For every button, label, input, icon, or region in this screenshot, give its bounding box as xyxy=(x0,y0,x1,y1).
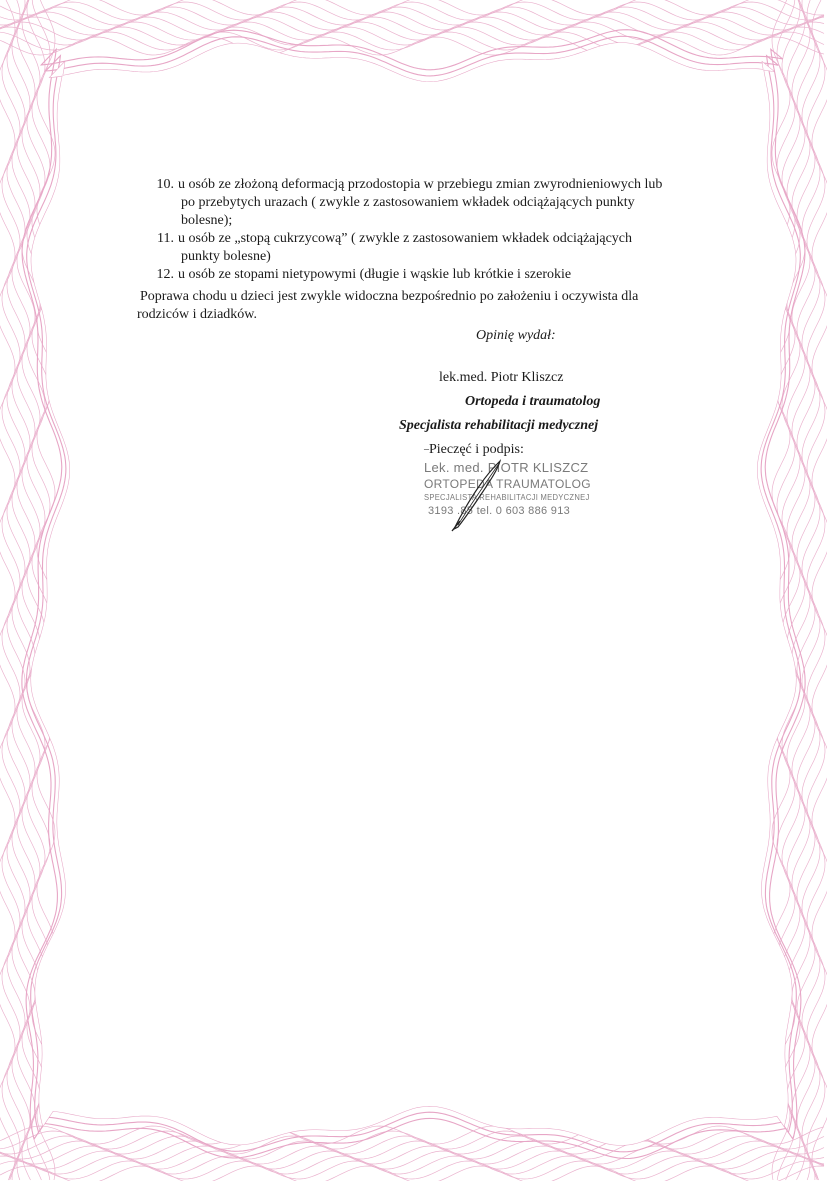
opinion-issued-label: Opinię wydał: xyxy=(476,328,556,343)
list-number: 12. xyxy=(156,267,174,282)
specialty-orthopedics: Ortopeda i traumatolog xyxy=(465,394,601,409)
stamp-line: 3193 .85 tel. 0 603 886 913 xyxy=(428,505,571,517)
list-item-12 xyxy=(152,266,571,284)
seal-label: –Pieczęć i podpis: xyxy=(424,442,524,458)
list-item-11-continuation: punkty bolesne) xyxy=(181,249,271,264)
stamp-line: Lek. med. PIOTR KLISZCZ xyxy=(424,460,589,475)
specialty-rehabilitation: Specjalista rehabilitacji medycznej xyxy=(399,418,599,433)
list-item-11 xyxy=(152,230,632,248)
list-item-10 xyxy=(152,176,662,194)
list-number: 11. xyxy=(157,231,174,246)
seal-label-text: Pieczęć i podpis: xyxy=(429,442,524,458)
list-text: u osób ze stopami nietypowymi (długie i wąskie lub krótkie i szerokie xyxy=(178,267,572,282)
paragraph-line: rodziców i dziadków. xyxy=(137,307,257,322)
paragraph-line: Poprawa chodu u dzieci jest zwykle widoczna bezpośrednio po założeniu i oczywista dla xyxy=(140,289,639,304)
stamp-line: ORTOPEDA TRAUMATOLOG xyxy=(424,477,591,491)
doctor-name: lek.med. Piotr Kliszcz xyxy=(439,370,564,385)
list-text: u osób ze „stopą cukrzycową” ( zwykle z zastosowaniem wkładek odciążających xyxy=(178,231,633,246)
list-item-10-continuation: po przebytych urazach ( zwykle z zastosowaniem wkładek odciążających punkty xyxy=(181,195,635,210)
handwritten-signature xyxy=(440,455,510,535)
stamp-line: SPECJALISTA REHABILITACJI MEDYCZNEJ xyxy=(424,493,590,502)
list-text: u osób ze złożoną deformacją przodostopia w przebiegu zmian zwyrodnieniowych lub xyxy=(178,177,663,192)
list-number: 10. xyxy=(156,177,174,192)
list-item-10-continuation: bolesne); xyxy=(181,213,233,228)
